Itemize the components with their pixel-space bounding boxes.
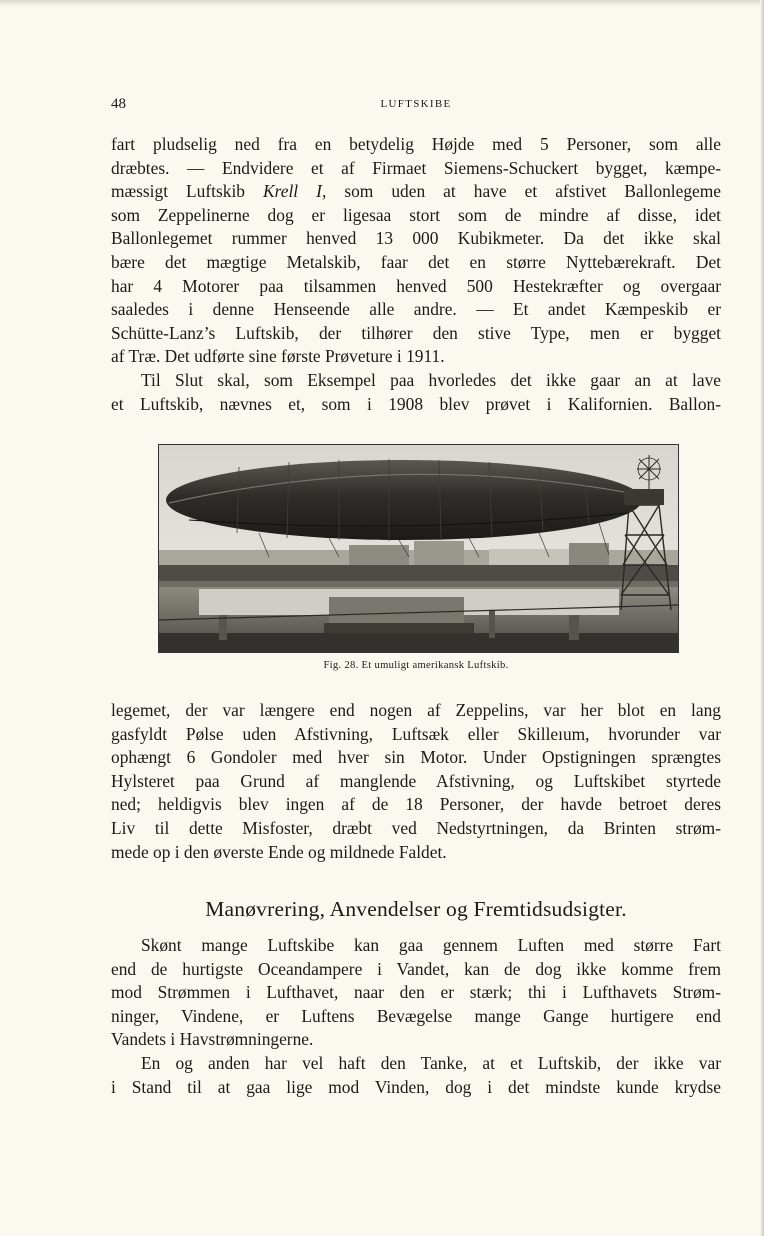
airship-photograph xyxy=(158,444,679,653)
text-line: mede op i den øverste Ende og mildnede Faldet. xyxy=(111,841,447,862)
page-edge xyxy=(0,0,764,6)
paragraph xyxy=(111,699,721,864)
body-text-bottom xyxy=(111,934,721,1099)
page-header xyxy=(111,96,721,116)
text-line: bære det mægtige Metalskib, faar det en større Nyttebærekraft. Det xyxy=(111,251,721,272)
figure-number: Fig. 28. xyxy=(323,660,359,671)
text-line: som Zeppelinerne dog er ligesaa stort som de mindre af disse, idet xyxy=(111,204,721,225)
text-line: legemet, der var længere end nogen af Zeppelins, var her blot en lang xyxy=(111,700,721,720)
page-number: 48 xyxy=(111,96,126,112)
text-line: Schütte-Lanz’s Luftskib, der tilhører den stive Type, men er bygget xyxy=(111,322,721,343)
running-title: LUFTSKIBE xyxy=(380,98,452,110)
text-line: Skønt mange Luftskibe kan gaa gennem Luften med større Fart xyxy=(141,935,721,955)
paragraph xyxy=(111,934,721,1052)
text-line: Ballonlegemet rummer henved 13 000 Kubikmeter. Da det ikke skal xyxy=(111,228,721,249)
text-line: gasfyldt Pølse uden Afstivning, Luftsæk eller Skilleıum, hvorunder var xyxy=(111,723,721,744)
text-line: af Træ. Det udførte sine første Prøveture i 1911. xyxy=(111,346,445,367)
text-line: Liv til dette Misfoster, dræbt ved Nedstyrtningen, da Brinten strøm- xyxy=(111,817,721,838)
body-text-middle xyxy=(111,699,721,864)
text-line: har 4 Motorer paa tilsammen henved 500 Hestekræfter og overgaar xyxy=(111,275,721,296)
text-line: et Luftskib, nævnes et, som i 1908 blev prøvet i Kalifornien. Ballon- xyxy=(111,393,721,414)
text-line-start: mæssigt Luftskib xyxy=(111,181,264,202)
text-line: ned; heldigvis blev ingen af de 18 Personer, der havde betroet deres xyxy=(111,794,721,815)
text-line: i Stand til at gaa lige mod Vinden, dog i det mindste kunde krydse xyxy=(111,1076,721,1097)
text-line: fart pludselig ned fra en betydelig Højde med 5 Personer, som alle xyxy=(111,134,721,154)
body-text-top xyxy=(111,133,721,416)
text-line: Vandets i Havstrømningerne. xyxy=(111,1029,314,1050)
page-edge-right xyxy=(760,0,764,1236)
text-line: Hylsteret paa Grund af manglende Afstivning, og Luftskibet styrtede xyxy=(111,770,721,791)
text-line: saaledes i denne Henseende alle andre. — Et andet Kæmpeskib er xyxy=(111,299,721,320)
paragraph xyxy=(111,369,721,416)
text-line: end de hurtigste Oceandampere i Vandet, kan de dog ikke komme frem xyxy=(111,958,721,979)
section-heading: Manøvrering, Anvendelser og Fremtidsudsigter. xyxy=(205,897,627,921)
text-line: Til Slut skal, som Eksempel paa hvorledes det ikke gaar an at lave xyxy=(141,369,721,390)
text-line: ophængt 6 Gondoler med hver sin Motor. Under Opstigningen sprængtes xyxy=(111,747,721,768)
text-line: mod Strømmen i Lufthavet, naar den er stærk; thi i Lufthavets Strøm- xyxy=(111,982,721,1003)
text-line: dræbtes. — Endvidere et af Firmaet Siemens-Schuckert bygget, kæmpe- xyxy=(111,157,721,178)
airship-name: Krell I, xyxy=(263,181,327,202)
text-line: En og anden har vel haft den Tanke, at et Luftskib, der ikke var xyxy=(141,1052,721,1073)
airship-illustration xyxy=(159,445,678,652)
figure-caption xyxy=(111,660,721,671)
paragraph xyxy=(111,1052,721,1099)
paragraph xyxy=(111,133,721,369)
text-line xyxy=(111,180,721,204)
text-line: ninger, Vindene, er Luftens Bevægelse mange Gange hurtigere end xyxy=(111,1005,721,1026)
figure-caption-text: Et umuligt amerikansk Luftskib. xyxy=(361,660,509,671)
text-line-end: som uden at have et afstivet Ballonlegeme xyxy=(326,181,721,202)
